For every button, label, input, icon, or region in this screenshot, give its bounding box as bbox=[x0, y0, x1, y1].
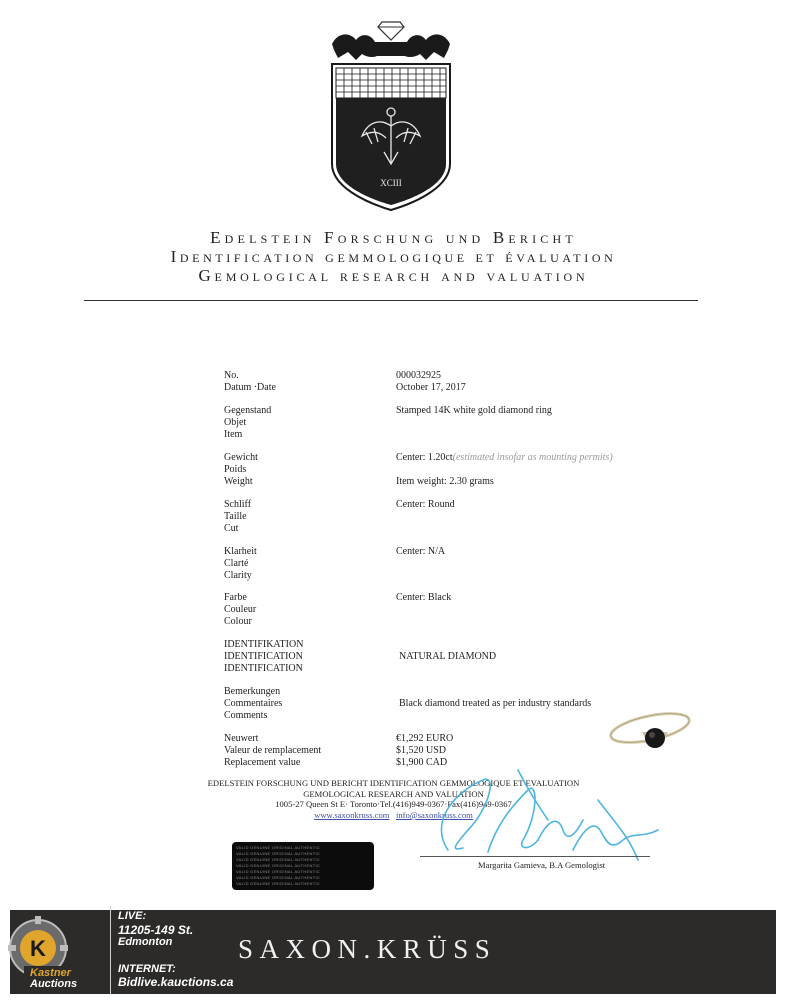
brand-name: SAXON.KRÜSS bbox=[238, 934, 497, 964]
clarity-label: Klarheit Clarté Clarity bbox=[224, 546, 257, 581]
signature-line bbox=[420, 856, 650, 857]
replacement-label: Neuwert Valeur de remplacement Replacement value bbox=[224, 733, 322, 768]
footer-line2: GEMOLOGICAL RESEARCH AND VALUATION bbox=[303, 789, 484, 799]
crest-numeral: XCIII bbox=[380, 178, 402, 188]
title-french: Identification gemmologique et évaluation bbox=[170, 247, 617, 266]
gemologist-name: Margarita Gamieva, B.A Gemologist bbox=[478, 860, 606, 870]
logo-divider bbox=[110, 906, 111, 994]
colour-label: Farbe Couleur Colour bbox=[224, 592, 257, 627]
item-label: Gegenstand Objet Item bbox=[224, 405, 272, 440]
identification-label: IDENTIFIKATION IDENTIFICATION IDENTIFICATION bbox=[224, 639, 304, 674]
svg-text:K: K bbox=[30, 936, 46, 961]
cut-value: Center: Round bbox=[396, 499, 455, 510]
live-label: LIVE: bbox=[118, 910, 147, 922]
title-divider bbox=[84, 300, 698, 301]
center-weight: Center: 1.20ct bbox=[396, 452, 453, 463]
internet-label: INTERNET: bbox=[118, 963, 176, 975]
signature-scribble bbox=[388, 760, 678, 870]
weight-label: Gewicht Poids Weight bbox=[224, 452, 258, 487]
website-link[interactable]: www.saxonkruss.com bbox=[314, 810, 390, 820]
item-weight: Item weight: 2.30 grams bbox=[396, 475, 494, 487]
footer-address: 1005-27 Queen St E· Toronto·Tel.(416)949-0367·Fax(416)949-0367 bbox=[275, 799, 512, 809]
logo-bottom-text: Auctions bbox=[30, 978, 78, 990]
footer-line1: EDELSTEIN FORSCHUNG UND BERICHT IDENTIFICATION GEMMOLOGIQUE ET EVALUATION bbox=[207, 778, 580, 788]
identification-value: NATURAL DIAMOND bbox=[399, 651, 497, 662]
cut-label: Schliff Taille Cut bbox=[224, 499, 252, 534]
crest-logo bbox=[328, 14, 454, 212]
comments-value: Black diamond treated as per industry standards bbox=[399, 698, 592, 709]
title-german: Edelstein Forschung und Bericht bbox=[210, 228, 577, 247]
weight-value bbox=[396, 452, 613, 487]
colour-value: Center: Black bbox=[396, 592, 452, 603]
ring-photo bbox=[598, 698, 694, 760]
report-number-value: 000032925 October 17, 2017 bbox=[396, 370, 466, 393]
weight-note: (estimated insofar as mounting permits) bbox=[452, 452, 613, 463]
live-address: 11205-149 St. bbox=[118, 923, 194, 937]
item-value: Stamped 14K white gold diamond ring bbox=[396, 405, 552, 416]
live-city: Edmonton bbox=[118, 936, 173, 948]
internet-url[interactable]: Bidlive.kauctions.ca bbox=[118, 975, 234, 989]
auction-logo bbox=[8, 914, 104, 990]
authenticity-seal: VALID GENUINE ORIGINAL AUTHENTIC VALID GENUINE ORIGINAL AUTHENTIC VALID GENUINE ORIGINAL AUTHENTIC VALID GENUINE ORIGINAL AUTHENTIC VALID GENUINE ORIGINAL AUTHENTIC VALID GENUINE ORIGINAL AUTHENTIC VALID GENUINE ORIGINAL AUTHENTIC bbox=[232, 842, 374, 890]
email-link[interactable]: info@saxonkruss.com bbox=[395, 810, 473, 820]
replacement-value: €1,292 EURO $1,520 USD $1,900 CAD bbox=[396, 733, 454, 768]
logo-top-text: Kastner bbox=[30, 967, 71, 979]
report-number-label: No. Datum ·Date bbox=[224, 370, 276, 393]
title-english: Gemological research and valuation bbox=[198, 266, 589, 285]
comments-label: Bemerkungen Commentaires Comments bbox=[224, 686, 283, 721]
clarity-value: Center: N/A bbox=[396, 546, 446, 557]
